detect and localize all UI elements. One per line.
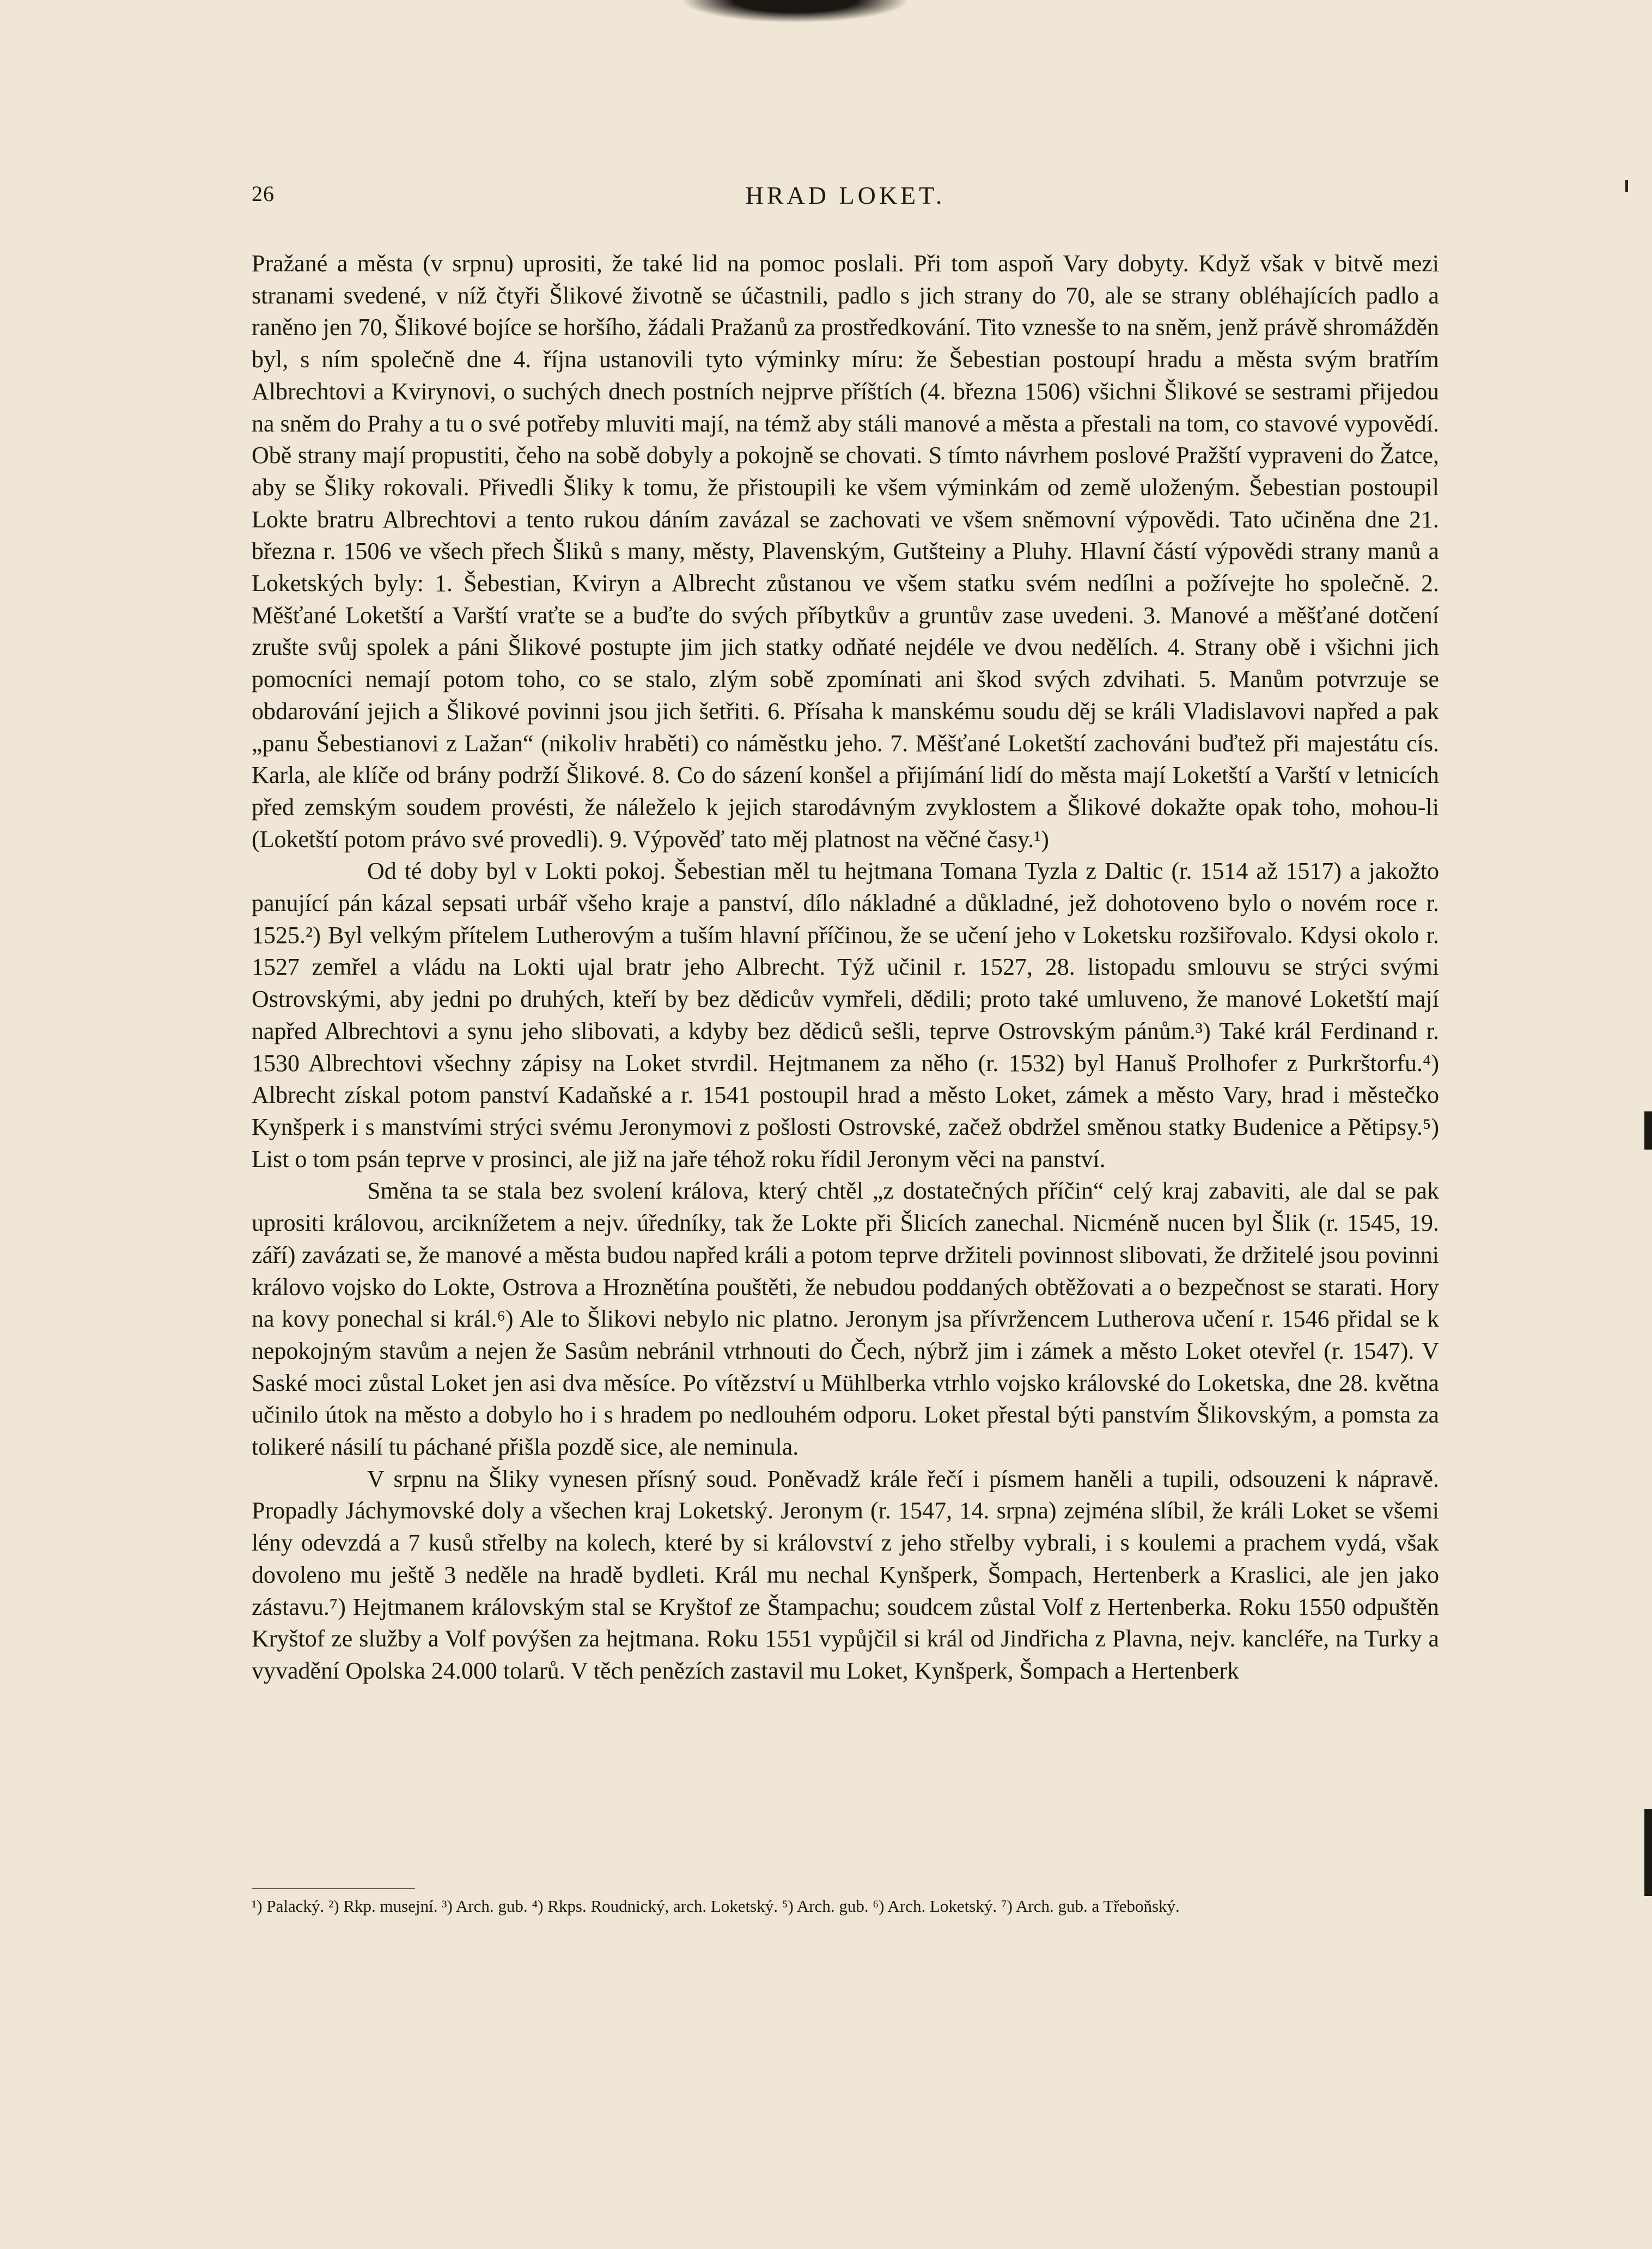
page-number: 26	[252, 181, 275, 206]
page-header	[252, 181, 1439, 224]
page-edge-mark	[1644, 1809, 1652, 1896]
paragraph-2: Od té doby byl v Lokti pokoj. Šebestian měl tu hejtmana Tomana Tyzla z Daltic (r. 1514 až 1517) a jakožto panující pán kázal sepsati urbář všeho kraje a panství, dílo nákladné a důkladné, jež dohotoveno bylo o novém roce r. 1525.²) Byl velkým přítelem Lutherovým a tuším hlavní příčinou, že se učení jeho v Loketsku rozšiřovalo. Kdysi okolo r. 1527 zemřel a vládu na Lokti ujal bratr jeho Albrecht. Týž učinil r. 1527, 28. listopadu smlouvu se strýci svými Ostrovskými, aby jedni po druhých, kteří by bez dědicův vymřeli, dědili; proto také umluveno, že manové Loketští mají napřed Albrechtovi a synu jeho slibovati, a kdyby bez dědiců sešli, teprve Ostrovským pánům.³) Také král Ferdinand r. 1530 Albrechtovi všechny zápisy na Loket stvrdil. Hejtmanem za něho (r. 1532) byl Hanuš Prolhofer z Purkrštorfu.⁴) Albrecht získal potom panství Kadaňské a r. 1541 postoupil hrad a město Loket, zámek a město Vary, hrad i městečko Kynšperk i s manstvími strýci svému Jeronymovi z pošlosti Ostrovské, začež obdržel směnou statky Budenice a Pětipsy.⁵) List o tom psán teprve v prosinci, ale již na jaře téhož roku řídil Jeronym věci na panství.	[252, 858, 1439, 1172]
margin-mark	[1625, 180, 1628, 192]
footnotes: ¹) Palacký. ²) Rkp. musejní. ³) Arch. gub. ⁴) Rkps. Roudnický, arch. Loketský. ⁵) Arch. gub. ⁶) Arch. Loketský. ⁷) Arch. gub. a Třeboňský.	[252, 1897, 1180, 1916]
page-edge-mark	[1644, 1111, 1652, 1150]
running-title: HRAD LOKET.	[745, 181, 946, 209]
paragraph-3: Směna ta se stala bez svolení králova, který chtěl „z dostatečných příčin“ celý kraj zabaviti, ale dal se pak uprositi královou, arciknížetem a nejv. úředníky, tak že Lokte při Šlicích zanechal. Nicméně nucen byl Šlik (r. 1545, 19. září) zavázati se, že manové a města budou napřed králi a potom teprve držiteli povinnost slibovati, že držitelé jsou povinni královo vojsko do Lokte, Ostrova a Hroznětína pouštěti, že nebudou poddaných obtěžovati a o bezpečnost se starati. Hory na kovy ponechal si král.⁶) Ale to Šlikovi nebylo nic platno. Jeronym jsa přívržencem Lutherova učení r. 1546 přidal se k nepokojným stavům a nejen že Sasům nebránil vtrhnouti do Čech, nýbrž jim i zámek a město Loket otevřel (r. 1547). V Saské moci zůstal Loket jen asi dva měsíce. Po vítězství u Mühlberka vtrhlo vojsko královské do Loketska, dne 28. května učinilo útok na město a dobylo ho i s hradem po nedlouhém odporu. Loket přestal býti panstvím Šlikovským, a pomsta za tolikeré násilí tu páchané přišla pozdě sice, ale neminula.	[252, 1177, 1439, 1461]
paragraph-1: Pražané a města (v srpnu) uprositi, že také lid na pomoc poslali. Při tom aspoň Vary dobyty. Když však v bitvě mezi stranami svedené, v níž čtyři Šlikové životně se účastnili, padlo s jich strany do 70, ale se strany obléhajících padlo a raněno jen 70, Šlikové bojíce se horšího, žádali Pražanů za prostředkování. Tito vznesše to na sněm, jenž právě shromážděn byl, s ním společně dne 4. října ustanovili tyto výminky míru: že Šebestian postoupí hradu a města svým bratřím Albrechtovi a Kvirynovi, o suchých dnech postních nejprve příštích (4. března 1506) všichni Šlikové se sestrami přijedou na sněm do Prahy a tu o své potřeby mluviti mají, na témž aby stáli manové a města a přestali na tom, co stavové vypovědí. Obě strany mají propustiti, čeho na sobě dobyly a pokojně se chovati. S tímto návrhem poslové Pražští vypraveni do Žatce, aby se Šliky rokovali. Přivedli Šliky k tomu, že přistoupili ke všem výminkám od země uloženým. Šebestian postoupil Lokte bratru Albrechtovi a tento rukou dáním zavázal se zachovati ve všem sněmovní výpovědi. Tato učiněna dne 21. března r. 1506 ve všech přech Šliků s many, městy, Plavenským, Gutšteiny a Pluhy. Hlavní částí výpovědi strany manů a Loketských byly: 1. Šebestian, Kviryn a Albrecht zůstanou ve všem statku svém nedílni a požívejte ho společně. 2. Měšťané Loketští a Varští vraťte se a buďte do svých příbytkův a gruntův zase uvedeni. 3. Manové a měšťané dotčení zrušte svůj spolek a páni Šlikové postupte jim jich statky odňaté nejdéle ve dvou nedělích. 4. Strany obě i všichni jich pomocníci nemají potom toho, co se stalo, zlým sobě zpomínati ani škod svých zdvihati. 5. Manům potvrzuje se obdarování jejich a Šlikové povinni jsou jich šetřiti. 6. Přísaha k manskému soudu děj se králi Vladislavovi napřed a pak „panu Šebestianovi z Lažan“ (nikoliv hraběti) co náměstku jeho. 7. Měšťané Loketští zachováni buďtež při majestátu cís. Karla, ale klíče od brány podrží Šlikové. 8. Co do sázení konšel a přijímání lidí do města mají Loketští a Varští v letnicích před zemským soudem provésti, že náleželo k jejich starodávným zvyklostem a Šlikové dokažte opak toho, mohou-li (Loketští potom právo své provedli). 9. Výpověď tato měj platnost na věčné časy.¹)	[252, 250, 1439, 853]
binding-shadow	[681, 0, 910, 23]
main-text	[252, 248, 1439, 1687]
footnote-divider	[252, 1888, 415, 1889]
paragraph-4: V srpnu na Šliky vynesen přísný soud. Poněvadž krále řečí i písmem haněli a tupili, odsouzeni k nápravě. Propadly Jáchymovské doly a všechen kraj Loketský. Jeronym (r. 1547, 14. srpna) zejména slíbil, že králi Loket se všemi lény odevzdá a 7 kusů střelby na kolech, které by si království z jeho střelby vybrali, i s koulemi a prachem vydá, však dovoleno mu ještě 3 neděle na hradě bydleti. Král mu nechal Kynšperk, Šompach, Hertenberk a Kraslici, ale jen jako zástavu.⁷) Hejtmanem královským stal se Kryštof ze Štampachu; soudcem zůstal Volf z Hertenberka. Roku 1550 odpuštěn Kryštof ze služby a Volf povýšen za hejtmana. Roku 1551 vypůjčil si král od Jindřicha z Plavna, nejv. kancléře, na Turky a vyvadění Opolska 24.000 tolarů. V těch penězích zastavil mu Loket, Kynšperk, Šompach a Hertenberk	[252, 1465, 1439, 1684]
